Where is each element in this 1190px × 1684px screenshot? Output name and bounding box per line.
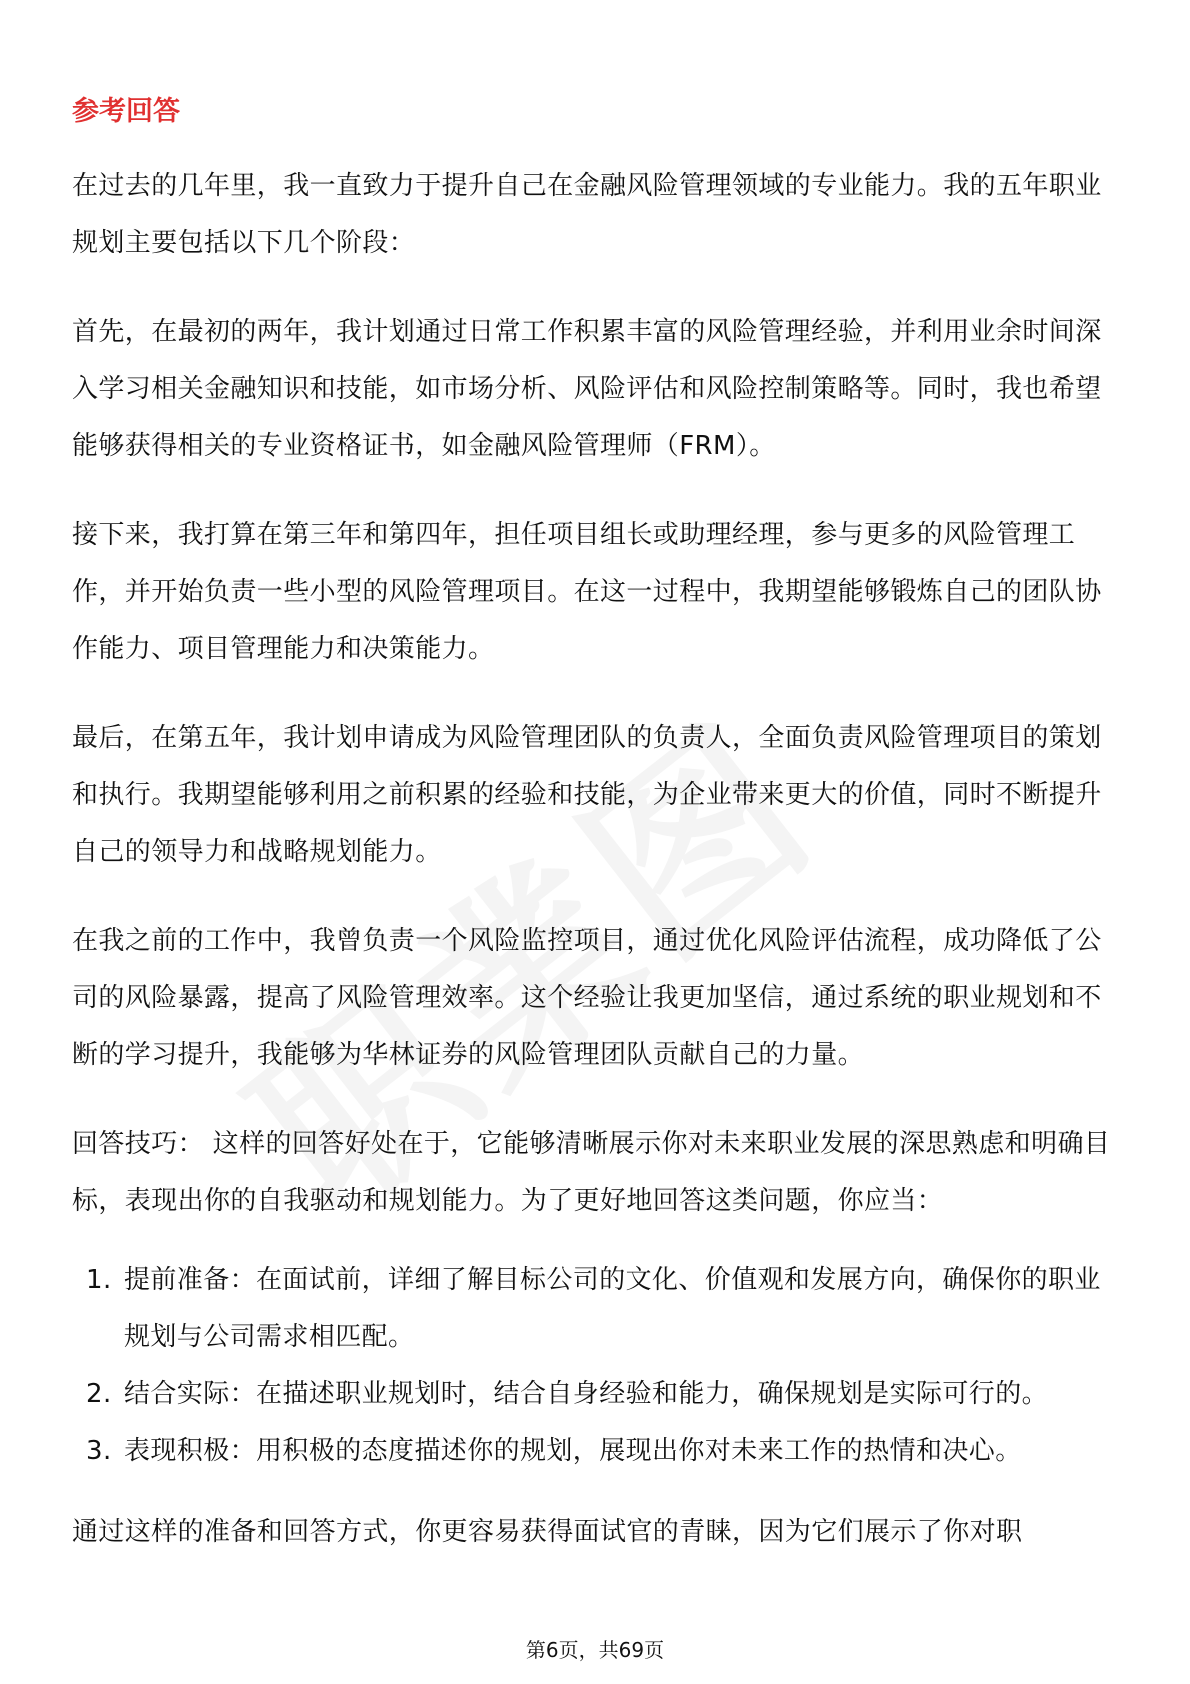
list-item: [72, 1423, 1122, 1480]
list-item: [72, 1366, 1122, 1423]
list-item: [72, 1252, 1122, 1366]
paragraph-closing: 通过这样的准备和回答方式，你更容易获得面试官的青睐，因为它们展示了你对职: [72, 1517, 1023, 1547]
answer-tips: 回答技巧： 这样的回答好处在于，它能够清晰展示你对未来职业发展的深思熟虑和明确目标，表现出你的自我驱动和规划能力。为了更好地回答这类问题，你应当：: [72, 1129, 1111, 1216]
list-item-number: 2.: [86, 1379, 112, 1409]
paragraph-second-stage: 接下来，我打算在第三年和第四年，担任项目组长或助理经理，参与更多的风险管理工作，并开始负责一些小型的风险管理项目。在这一过程中，我期望能够锻炼自己的团队协作能力、项目管理能力和决策能力。: [72, 520, 1102, 664]
list-item-text: 提前准备：在面试前，详细了解目标公司的文化、价值观和发展方向，确保你的职业规划与公司需求相匹配。: [124, 1265, 1101, 1352]
paragraph-first-stage: 首先，在最初的两年，我计划通过日常工作积累丰富的风险管理经验，并利用业余时间深入学习相关金融知识和技能，如市场分析、风险评估和风险控制策略等。同时，我也希望能够获得相关的专业资格证书，如金融风险管理师（FRM）。: [72, 317, 1102, 461]
paragraph-intro: 在过去的几年里，我一直致力于提升自己在金融风险管理领域的专业能力。我的五年职业规划主要包括以下几个阶段：: [72, 171, 1102, 258]
paragraph-experience: 在我之前的工作中，我曾负责一个风险监控项目，通过优化风险评估流程，成功降低了公司的风险暴露，提高了风险管理效率。这个经验让我更加坚信，通过系统的职业规划和不断的学习提升，我能够为华林证券的风险管理团队贡献自己的力量。: [72, 926, 1102, 1070]
answer-content: [72, 158, 1122, 1593]
list-item-text: 结合实际：在描述职业规划时，结合自身经验和能力，确保规划是实际可行的。: [124, 1379, 1049, 1409]
list-item-number: 1.: [86, 1265, 112, 1295]
section-heading: 参考回答: [72, 96, 180, 127]
list-item-number: 3.: [86, 1436, 112, 1466]
paragraph-final-stage: 最后，在第五年，我计划申请成为风险管理团队的负责人，全面负责风险管理项目的策划和执行。我期望能够利用之前积累的经验和技能，为企业带来更大的价值，同时不断提升自己的领导力和战略规划能力。: [72, 723, 1102, 867]
tips-list: [72, 1252, 1122, 1480]
list-item-text: 表现积极：用积极的态度描述你的规划，展现出你对未来工作的热情和决心。: [124, 1436, 1022, 1466]
page-number: 第6页，共69页: [525, 1638, 665, 1662]
